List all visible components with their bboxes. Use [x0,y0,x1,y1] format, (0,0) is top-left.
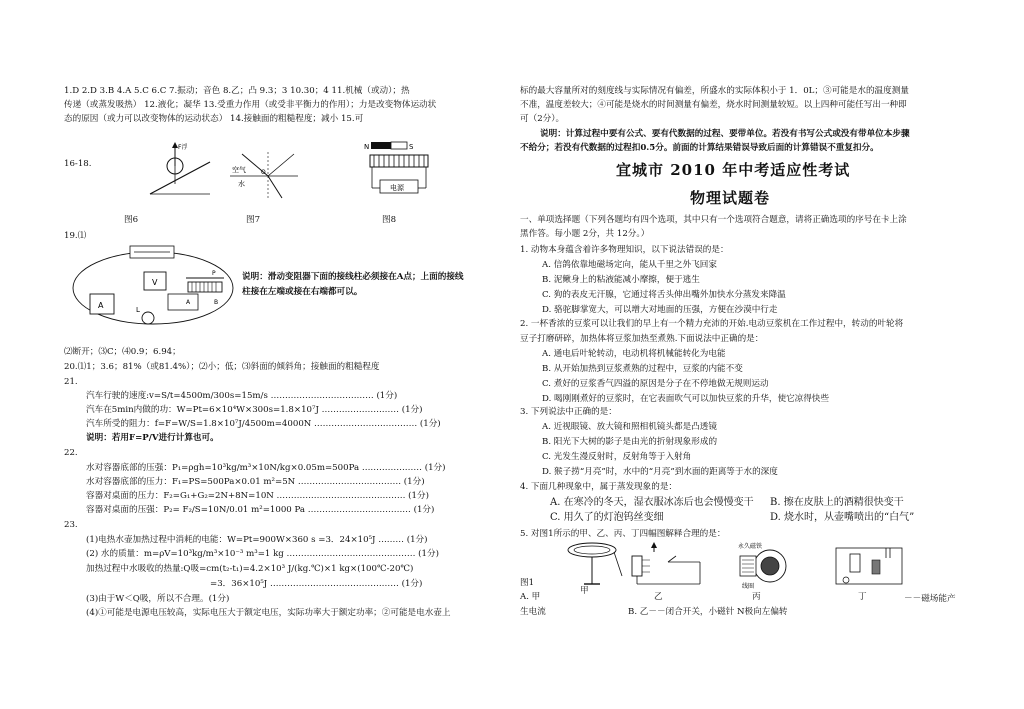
figure-1-yi-caption: 乙 [654,592,663,602]
q21-line-c: 汽车所受的阻力：f=F=W/S=1.8×10⁷J/4500m=4000N ……………………………… (1分) [86,419,441,429]
q23-label: 23. [64,520,78,530]
q1-stem: 1. 动物本身蕴含着许多物理知识，以下说法错误的是： [520,245,729,255]
q1-option-a: A. 信鸽依靠地磁场定向，能从千里之外飞回家 [542,260,717,270]
fig7-water-label: 水 [238,180,245,188]
q3-option-b: B. 阳光下大树的影子是由光的折射现象形成的 [542,437,718,447]
figure-1-jia-caption: 甲 [580,586,589,596]
q21-note: 说明：若用F=P/V进行计算也可。 [86,433,219,443]
q23-line-f: (4)①可能是电源电压较高，实际电压大于额定电压，实际功率大于额定功率；②可能是电水壶上 [86,608,451,618]
q22-line-b: 水对容器底部的压力：F₁=PS=500Pa×0.01 m²=5N ……………………………… (1分) [86,477,425,487]
q23-line-e: (3)由于W＜Q吸，所以不合理。(1分) [86,594,230,604]
grading-note-line-2: 不给分；若没有代数据的过程扣0.5分。前面的计算结果错误导致后面的计算错误不重复扣分。 [520,143,879,153]
section-1-heading-line-2: 黑作答。每小题 2分，共 12分。） [520,229,650,239]
svg-text:A: A [186,299,191,306]
q3-stem: 3. 下列说法中正确的是： [520,407,617,417]
q19-note-line-1: 说明：滑动变阻器下面的接线柱必须接在A点；上面的接线 [242,272,464,282]
exam-subtitle: 物理试题卷 [690,189,771,207]
q23-line-b: (2) 水的质量：m=ρV=10³kg/m³×10⁻³ m³=1 kg ……………………………………… (1分) [86,549,439,559]
q4-option-c: C. 用久了的灯泡钨丝变细 [550,512,664,523]
svg-text:P: P [212,270,216,277]
fig8-power-label: 电源 [390,184,404,192]
q19-answer-2: ⑵断开；⑶C；⑷0.9；6.94； [64,347,181,357]
q20-answer: 20.⑴1；3.6；81%（或81.4%）；⑵小；低；⑶斜面的倾斜角；接触面的粗糙程度 [64,362,380,372]
fig8-s-label: S [409,143,414,151]
svg-text:B: B [214,299,219,306]
figure-8-electromagnet [360,138,440,200]
q23-continued-line-1: 标的最大容量所对的刻度线与实际情况有偏差，所盛水的实际体积小于 1．0L；③可能是水的温度测量 [520,86,909,96]
figure-1-bing [732,540,802,592]
exam-title: 宜城市 2010 年中考适应性考试 [616,161,851,179]
svg-text:A: A [98,301,104,310]
q2-option-d: D. 喝刚刚煮好的豆浆时，在它表面吹气可以加快豆浆的升华，使它凉得快些 [542,394,830,404]
q4-stem: 4. 下面几种现象中，属于蒸发现象的是： [520,482,678,492]
q5-option-a-tail: －－磁场能产 [904,594,956,604]
q4-option-d: D. 烧水时，从壶嘴喷出的“白气” [770,512,915,523]
q21-line-a: 汽车行驶的速度:v=S/t=4500m/300s=15m/s ……………………………… (1分) [86,391,398,401]
answers-line-3: 态的原因（或力可以改变物体的运动状态） 14.接触面的粗糙程度；减小 15.可 [64,114,364,124]
answers-line-1: 1.D 2.D 3.B 4.A 5.C 6.C 7.振动；音色 8.乙；凸 9.3；3 10.30；4 11.机械（或动）；热 [64,86,410,96]
q23-line-d: =3．36×10⁵J ……………………………………… (1分) [210,579,423,589]
q3-option-a: A. 近视眼镜、放大镜和照相机镜头都是凸透镜 [542,422,717,432]
figure-6-caption: 图6 [124,215,139,225]
fig7-air-label: 空气 [232,166,246,174]
q3-option-c: C. 光发生漫反射时，反射角等于入射角 [542,452,692,462]
q21-label: 21. [64,377,78,387]
q22-label: 22. [64,448,78,458]
figure-8-caption: 图8 [382,215,397,225]
q23-continued-line-2: 不准，温度差较大；④可能是烧水的时间测量有偏差，烧水时间测量较短。以上四种可能任写出一种即 [520,100,907,110]
q2-option-a: A. 通电后叶轮转动，电动机将机械能转化为电能 [542,349,726,359]
grading-note-line-1: 说明：计算过程中要有公式、要有代数据的过程、要带单位。若没有书写公式或没有带单位本步骤 [540,129,910,139]
figure-1-ding-caption: 丁 [858,592,867,602]
q2-option-b: B. 从开始加热到豆浆煮熟的过程中，豆浆的内能不变 [542,364,743,374]
q5-option-b: B. 乙－－闭合开关，小磁针 N极向左偏转 [628,607,788,617]
q23-continued-line-3: 可（2分）。 [520,114,565,124]
q1-option-d: D. 骆驼脚掌宽大，可以增大对地面的压强，方便在沙漠中行走 [542,305,778,315]
q5-stem: 5. 对图1所示的甲、乙、丙、丁四幅图解释合理的是： [520,529,726,539]
q23-line-c: 加热过程中水吸收的热量:Q吸=cm(t₂-t₁)=4.2×10³ J/(kg.℃)×1 kg×(100℃-20℃) [86,564,414,574]
q3-option-d: D. 猴子捞“月亮”时，水中的“月亮”到水面的距离等于水的深度 [542,467,778,477]
figure-1-caption: 图1 [520,578,535,588]
svg-text:F浮: F浮 [178,144,188,151]
q5-option-a-label: A. 甲 [520,592,541,602]
svg-text:V: V [152,278,158,287]
q4-option-b: B. 擦在皮肤上的酒精很快变干 [770,497,904,508]
q2-stem-line-1: 2. 一杯香浓的豆浆可以让我们的早上有一个精力充沛的开始.电动豆浆机在工作过程中，转动的叶轮将 [520,319,904,329]
figure-1-ding [830,540,908,592]
q19-rheostat-diagram [184,268,228,312]
q1-option-c: C. 狗的表皮无汗腺，它通过将舌头伸出嘴外加快水分蒸发来降温 [542,290,786,300]
q16-18-label: 16-18. [64,159,92,169]
answers-line-2: 传递（或蒸发吸热） 12.液化；凝华 13.受重力作用（或受非平衡力的作用）；力是改变物体运动状 [64,100,437,110]
coil-label: 线圈 [742,583,755,590]
q23-line-a: (1)电热水壶加热过程中消耗的电能：W=Pt=900W×360 s =3．24×10⁵J ……… (1分) [86,535,428,545]
figure-1-bing-caption: 丙 [752,592,761,602]
figure-7-caption: 图7 [246,215,261,225]
q2-option-c: C. 煮好的豆浆香气四溢的原因是分子在不停地做无规则运动 [542,379,769,389]
svg-text:L: L [136,306,140,314]
q19-label: 19.⑴ [64,231,87,241]
fig8-n-label: N [364,143,370,151]
q22-line-d: 容器对桌面的压强：P₂= F₂/S=10N/0.01 m²=1000 Pa ……………………………… (1分) [86,505,435,515]
q1-option-b: B. 泥鳅身上的粘液能减小摩擦，便于逃生 [542,275,700,285]
section-1-heading-line-1: 一、单项选择题（下列各题均有四个选项，其中只有一个选项符合题意，请将正确选项的序号在卡上涂 [520,215,907,225]
q22-line-c: 容器对桌面的压力：F₂=G₁+G₂=2N+8N=10N ……………………………………… (1分) [86,491,429,501]
q19-note-line-2: 柱接在左端或接在右端都可以。 [242,287,363,297]
figure-6-incline [148,140,214,200]
q2-stem-line-2: 豆子打磨研碎，加热体将豆浆加热至煮熟.下面说法中正确的是： [520,334,764,344]
figure-7-refraction [228,150,300,202]
q22-line-a: 水对容器底部的压强：P₁=ρgh=10³kg/m³×10N/kg×0.05m=500Pa ………………… (1分) [86,463,446,473]
q4-option-a: A. 在寒冷的冬天，湿衣服冰冻后也会慢慢变干 [550,497,754,508]
magnet-label: 永久磁铁 [738,543,763,550]
q21-line-b: 汽车在5min内做的功：W=Pt=6×10⁴W×300s=1.8×10⁷J ……………………… (1分) [86,405,423,415]
figure-1-yi [628,542,708,590]
fig7-o-label: O [261,169,266,176]
q5-option-a-end: 生电流 [520,607,546,617]
figure-1-jia [562,540,632,592]
